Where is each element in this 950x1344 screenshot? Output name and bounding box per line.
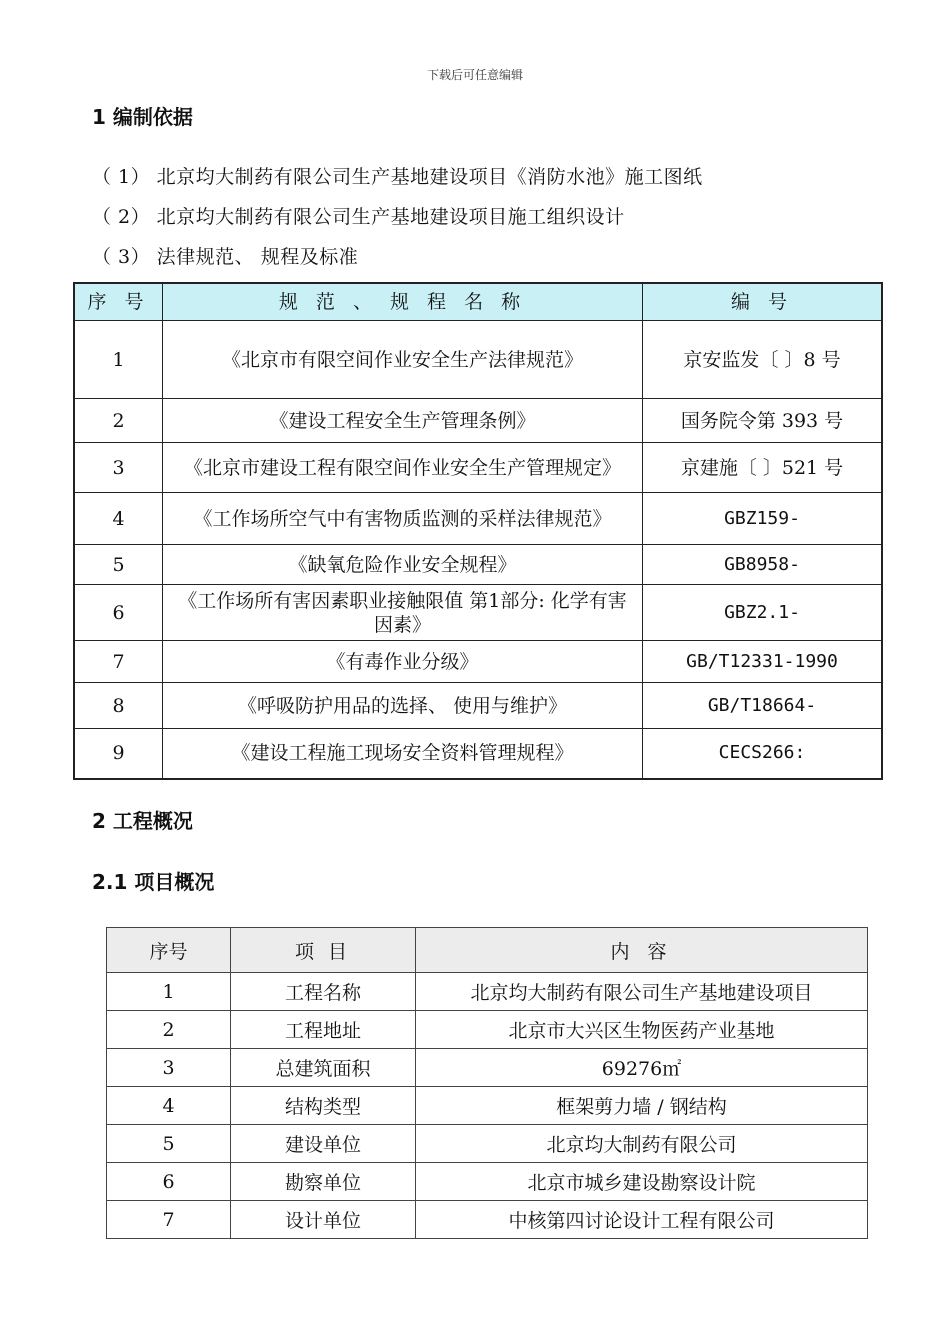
row-content: 框架剪力墙 / 钢结构: [416, 1087, 868, 1125]
row-no: 5: [107, 1125, 231, 1163]
table-row: [107, 1087, 868, 1125]
header-cell-no: 序 号: [74, 283, 163, 321]
row-no: 6: [107, 1163, 231, 1201]
row-item: 设计单位: [231, 1201, 416, 1239]
header-cell-item: 项 目: [231, 928, 416, 973]
header-cell-name: 规 范 、 规 程 名 称: [163, 283, 643, 321]
row-name: 《缺氧危险作业安全规程》: [163, 545, 643, 585]
table-row: [74, 683, 882, 729]
row-item: 建设单位: [231, 1125, 416, 1163]
page-header: 下载后可任意编辑: [426, 68, 523, 82]
row-no: 6: [74, 585, 163, 641]
row-name: 《工作场所空气中有害物质监测的采样法律规范》: [163, 493, 643, 545]
row-item: 工程名称: [231, 973, 416, 1011]
row-no: 1: [107, 973, 231, 1011]
row-content: 北京市城乡建设勘察设计院: [416, 1163, 868, 1201]
table-row: [107, 1125, 868, 1163]
header-cell-content: 内 容: [416, 928, 868, 973]
header-cell-no: 序号: [107, 928, 231, 973]
row-name: 《有毒作业分级》: [163, 641, 643, 683]
header-cell-code: 编 号: [643, 283, 883, 321]
table-row: [74, 545, 882, 585]
basis-item-1: （ 1） 北京均大制药有限公司生产基地建设项目《消防水池》施工图纸: [92, 166, 703, 188]
table-row: [74, 321, 882, 399]
table-row: [107, 1201, 868, 1239]
basis-item-2: （ 2） 北京均大制药有限公司生产基地建设项目施工组织设计: [92, 206, 625, 228]
table-row: [74, 493, 882, 545]
row-code: GB/T18664-: [643, 683, 883, 729]
row-name: 《工作场所有害因素职业接触限值 第1部分: 化学有害因素》: [163, 585, 643, 641]
row-item: 总建筑面积: [231, 1049, 416, 1087]
row-no: 7: [74, 641, 163, 683]
basis-item-3: （ 3） 法律规范、 规程及标准: [92, 246, 359, 268]
row-no: 5: [74, 545, 163, 585]
row-content: 中核第四讨论设计工程有限公司: [416, 1201, 868, 1239]
table-row: [74, 585, 882, 641]
row-name: 《建设工程施工现场安全资料管理规程》: [163, 729, 643, 779]
table-header-row: [107, 928, 868, 973]
row-content: 北京均大制药有限公司: [416, 1125, 868, 1163]
row-item: 结构类型: [231, 1087, 416, 1125]
row-code: GBZ2.1-: [643, 585, 883, 641]
row-code: CECS266:: [643, 729, 883, 779]
table-row: [107, 1011, 868, 1049]
project-overview-table: [106, 927, 868, 1239]
row-content: 69276㎡: [416, 1049, 868, 1087]
row-code: 国务院令第 393 号: [643, 399, 883, 443]
row-item: 勘察单位: [231, 1163, 416, 1201]
row-item: 工程地址: [231, 1011, 416, 1049]
section-1-title: 1 编制依据: [92, 105, 193, 129]
row-no: 8: [74, 683, 163, 729]
row-no: 3: [74, 443, 163, 493]
row-no: 2: [107, 1011, 231, 1049]
row-code: GBZ159-: [643, 493, 883, 545]
row-name: 《呼吸防护用品的选择、 使用与维护》: [163, 683, 643, 729]
row-name: 《北京市建设工程有限空间作业安全生产管理规定》: [163, 443, 643, 493]
row-code: GB8958-: [643, 545, 883, 585]
row-content: 北京市大兴区生物医药产业基地: [416, 1011, 868, 1049]
row-code: 京安监发〔 〕8 号: [643, 321, 883, 399]
row-content: 北京均大制药有限公司生产基地建设项目: [416, 973, 868, 1011]
row-name: 《北京市有限空间作业安全生产法律规范》: [163, 321, 643, 399]
row-no: 3: [107, 1049, 231, 1087]
table-header-row: [74, 283, 882, 321]
row-name: 《建设工程安全生产管理条例》: [163, 399, 643, 443]
row-no: 9: [74, 729, 163, 779]
row-code: 京建施〔 〕521 号: [643, 443, 883, 493]
row-no: 7: [107, 1201, 231, 1239]
row-no: 1: [74, 321, 163, 399]
table-row: [74, 729, 882, 779]
table-row: [107, 973, 868, 1011]
table-row: [107, 1163, 868, 1201]
table-row: [74, 443, 882, 493]
standards-table: [73, 282, 883, 780]
row-no: 2: [74, 399, 163, 443]
table-row: [74, 399, 882, 443]
table-row: [107, 1049, 868, 1087]
section-2-1-title: 2.1 项目概况: [92, 870, 215, 894]
row-code: GB/T12331-1990: [643, 641, 883, 683]
table-row: [74, 641, 882, 683]
row-no: 4: [74, 493, 163, 545]
section-2-title: 2 工程概况: [92, 809, 193, 833]
row-no: 4: [107, 1087, 231, 1125]
